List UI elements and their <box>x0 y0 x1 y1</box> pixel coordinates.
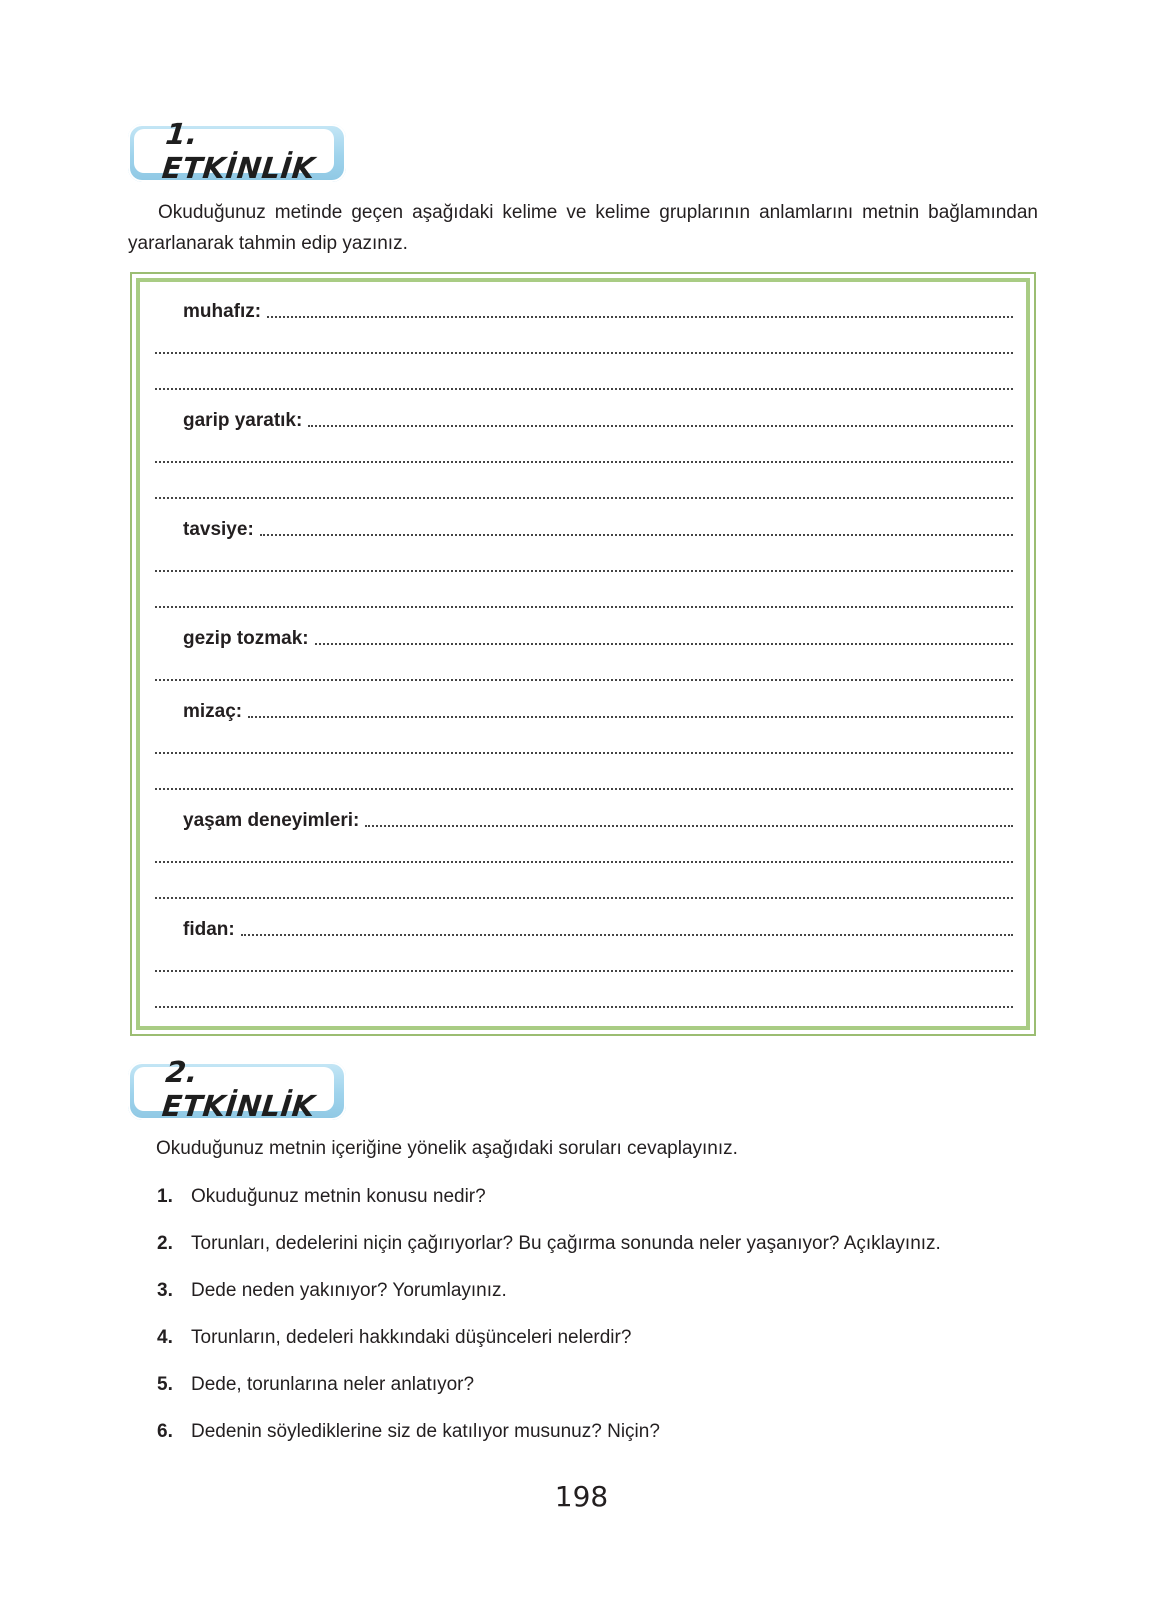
term-label: tavsiye: <box>183 519 254 540</box>
answer-line[interactable] <box>155 787 1013 790</box>
answer-line[interactable] <box>155 1005 1013 1008</box>
answer-line[interactable] <box>155 751 1013 754</box>
page-number: 198 <box>554 1480 609 1513</box>
blank-line[interactable] <box>155 438 1013 468</box>
question-text: Dede, torunlarına neler anlatıyor? <box>191 1374 475 1395</box>
blank-line[interactable] <box>155 947 1013 977</box>
activity-2-instruction-text: Okuduğunuz metnin içeriğine yönelik aşağıdaki soruları cevaplayınız. <box>156 1138 738 1159</box>
answer-line[interactable] <box>155 496 1013 499</box>
answer-line[interactable] <box>260 533 1013 536</box>
activity-2-instruction <box>156 1138 738 1160</box>
blank-line[interactable] <box>155 765 1013 795</box>
answer-line[interactable] <box>155 678 1013 681</box>
answer-line[interactable] <box>365 824 1013 827</box>
activity-2-title: 2. ETKİNLİK <box>160 1055 317 1123</box>
answer-line[interactable] <box>155 351 1013 354</box>
term-row-muhafiz <box>155 293 1013 323</box>
answer-line[interactable] <box>155 387 1013 390</box>
blank-line[interactable] <box>155 838 1013 868</box>
blank-line[interactable] <box>155 547 1013 577</box>
activity-1-badge <box>128 117 346 185</box>
term-row-yasam-deneyimleri <box>155 802 1013 832</box>
term-label: fidan: <box>183 919 235 940</box>
term-row-garip-yaratik <box>155 402 1013 432</box>
question-item <box>157 1186 486 1208</box>
answer-line[interactable] <box>248 715 1013 718</box>
blank-line[interactable] <box>155 583 1013 613</box>
question-number: 5. <box>157 1374 173 1395</box>
question-text: Dede neden yakınıyor? Yorumlayınız. <box>191 1280 507 1301</box>
question-text: Okuduğunuz metnin konusu nedir? <box>191 1186 486 1207</box>
term-label: mizaç: <box>183 701 243 722</box>
answer-line[interactable] <box>155 896 1013 899</box>
question-item <box>157 1280 507 1302</box>
answer-line[interactable] <box>241 933 1013 936</box>
term-label: gezip tozmak: <box>183 628 309 649</box>
blank-line[interactable] <box>155 656 1013 686</box>
activity-2-badge <box>128 1055 346 1123</box>
term-label: yaşam deneyimleri: <box>183 810 360 831</box>
question-item <box>157 1327 631 1349</box>
activity-1-badge-inner <box>134 117 334 185</box>
question-item <box>157 1233 941 1255</box>
term-label: garip yaratık: <box>183 410 303 431</box>
blank-line[interactable] <box>155 983 1013 1013</box>
term-label: muhafız: <box>183 301 262 322</box>
blank-line[interactable] <box>155 874 1013 904</box>
question-item <box>157 1374 474 1396</box>
answer-line[interactable] <box>155 460 1013 463</box>
answer-line[interactable] <box>267 315 1013 318</box>
answer-line[interactable] <box>308 424 1013 427</box>
answer-line[interactable] <box>315 642 1013 645</box>
question-number: 3. <box>157 1280 173 1301</box>
blank-line[interactable] <box>155 365 1013 395</box>
blank-line[interactable] <box>155 329 1013 359</box>
question-text: Dedenin söylediklerine siz de katılıyor musunuz? Niçin? <box>191 1421 660 1442</box>
activity-1-title: 1. ETKİNLİK <box>160 117 317 185</box>
question-number: 6. <box>157 1421 173 1442</box>
answer-line[interactable] <box>155 969 1013 972</box>
activity-2-badge-inner <box>134 1055 334 1123</box>
question-item <box>157 1421 660 1443</box>
question-number: 2. <box>157 1233 173 1254</box>
answer-line[interactable] <box>155 605 1013 608</box>
blank-line[interactable] <box>155 729 1013 759</box>
term-row-tavsiye <box>155 511 1013 541</box>
question-text: Torunları, dedelerini niçin çağırıyorlar? Bu çağırma sonunda neler yaşanıyor? Açıklayınız. <box>191 1233 941 1254</box>
question-text: Torunların, dedeleri hakkındaki düşünceleri nelerdir? <box>191 1327 632 1348</box>
term-row-fidan <box>155 911 1013 941</box>
question-number: 4. <box>157 1327 173 1348</box>
answer-line[interactable] <box>155 860 1013 863</box>
answer-line[interactable] <box>155 569 1013 572</box>
activity-1-instruction: Okuduğunuz metinde geçen aşağıdaki kelime ve kelime gruplarının anlamlarını metnin bağlamından yararlanarak tahmin edip yazınız. <box>128 202 1038 254</box>
blank-line[interactable] <box>155 474 1013 504</box>
term-row-gezip-tozmak <box>155 620 1013 650</box>
question-number: 1. <box>157 1186 173 1207</box>
term-row-mizac <box>155 693 1013 723</box>
